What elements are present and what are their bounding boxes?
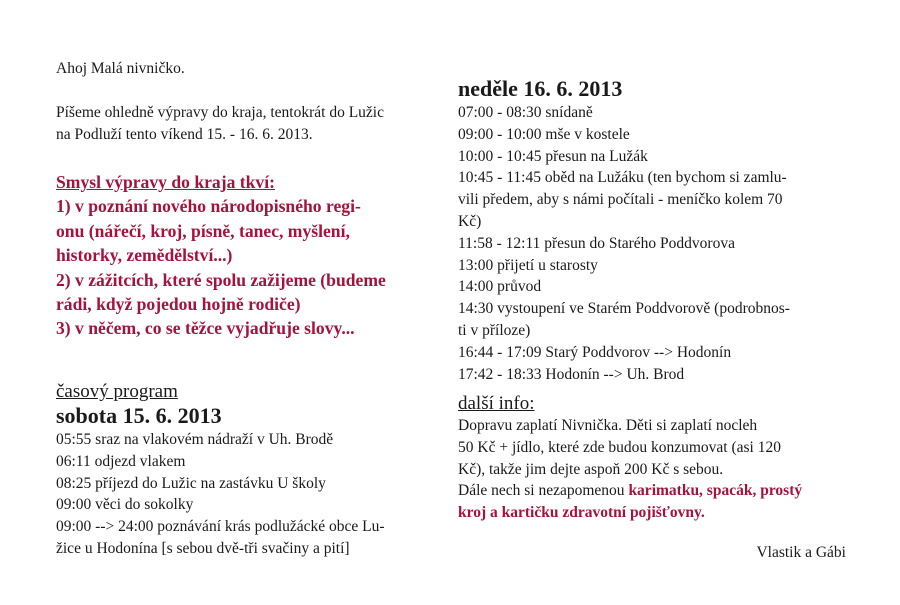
schedule-item: vili předem, aby s námi počítali - meníčko kolem 70	[458, 191, 783, 209]
purpose-line: 3) v něčem, co se těžce vyjadřuje slovy...	[56, 318, 355, 339]
intro-line: Píšeme ohledně výpravy do kraja, tentokrát do Lužic	[56, 104, 384, 121]
purpose-line: onu (nářečí, kroj, písně, tanec, myšlení,	[56, 220, 350, 241]
info-line: 50 Kč + jídlo, které zde budou konzumovat (asi 120	[458, 438, 781, 456]
info-line: Kč), takže jim dejte aspoň 200 Kč s sebou.	[458, 460, 724, 478]
info-text: Dále nech si nezapomenou	[458, 482, 629, 500]
purpose-line: rádi, když pojedou hojně rodiče)	[56, 294, 301, 315]
info-highlight: karimatku, spacák, prostý	[628, 482, 803, 500]
schedule-item: 06:11 odjezd vlakem	[56, 452, 186, 470]
sunday-program	[458, 76, 790, 385]
info-line: Dopravu zaplatí Nivnička. Děti si zaplatí nocleh	[458, 417, 758, 434]
schedule-item: žice u Hodonína [s sebou dvě-tři svačiny a pití]	[56, 539, 350, 557]
schedule-item: 05:55 sraz na vlakovém nádraží v Uh. Brodě	[56, 431, 334, 448]
schedule-item: 16:44 - 17:09 Starý Poddvorov --> Hodonín	[458, 343, 732, 361]
info-highlight-line: kroj a kartičku zdravotní pojišťovny.	[458, 504, 705, 522]
schedule-item: ti v příloze)	[458, 321, 531, 339]
schedule-item: 11:58 - 12:11 přesun do Starého Poddvorova	[458, 234, 735, 252]
saturday-schedule	[56, 429, 385, 560]
schedule-item: 17:42 - 18:33 Hodonín --> Uh. Brod	[458, 365, 685, 383]
greeting: Ahoj Malá nivničko.	[56, 60, 185, 77]
program-label: časový program	[56, 381, 178, 402]
purpose-heading: Smysl výpravy do kraja tkví:	[56, 172, 275, 192]
sunday-title: neděle 16. 6. 2013	[458, 76, 623, 101]
info-line	[458, 480, 802, 502]
saturday-title: sobota 15. 6. 2013	[56, 403, 222, 428]
intro-paragraph	[56, 102, 384, 146]
schedule-item: Kč)	[458, 212, 482, 230]
schedule-item: 09:00 - 10:00 mše v kostele	[458, 125, 630, 143]
purpose-line: 2) v zážitcích, které spolu zažijeme (budeme	[56, 269, 386, 290]
signature: Vlastik a Gábi	[756, 544, 846, 561]
purpose-section	[56, 170, 386, 341]
info-section	[458, 393, 802, 524]
schedule-item: 09:00 věci do sokolky	[56, 496, 194, 514]
info-label: další info:	[458, 393, 535, 414]
intro-line: na Podluží tento víkend 15. - 16. 6. 2013.	[56, 125, 313, 143]
schedule-item: 08:25 příjezd do Lužic na zastávku U školy	[56, 474, 326, 492]
purpose-line: 1) v poznání nového národopisného regi-	[56, 196, 361, 217]
schedule-item: 10:00 - 10:45 přesun na Lužák	[458, 147, 648, 165]
schedule-item: 13:00 přijetí u starosty	[458, 256, 598, 274]
schedule-item: 07:00 - 08:30 snídaně	[458, 104, 593, 121]
schedule-item: 09:00 --> 24:00 poznávání krás podlužácké obce Lu-	[56, 518, 385, 536]
saturday-program	[56, 381, 385, 560]
schedule-item: 14:30 vystoupení ve Starém Poddvorově (podrobnos-	[458, 300, 790, 318]
purpose-line: historky, zemědělství...)	[56, 245, 233, 266]
schedule-item: 10:45 - 11:45 oběd na Lužáku (ten bychom si zamlu-	[458, 169, 787, 187]
schedule-item: 14:00 průvod	[458, 278, 542, 296]
